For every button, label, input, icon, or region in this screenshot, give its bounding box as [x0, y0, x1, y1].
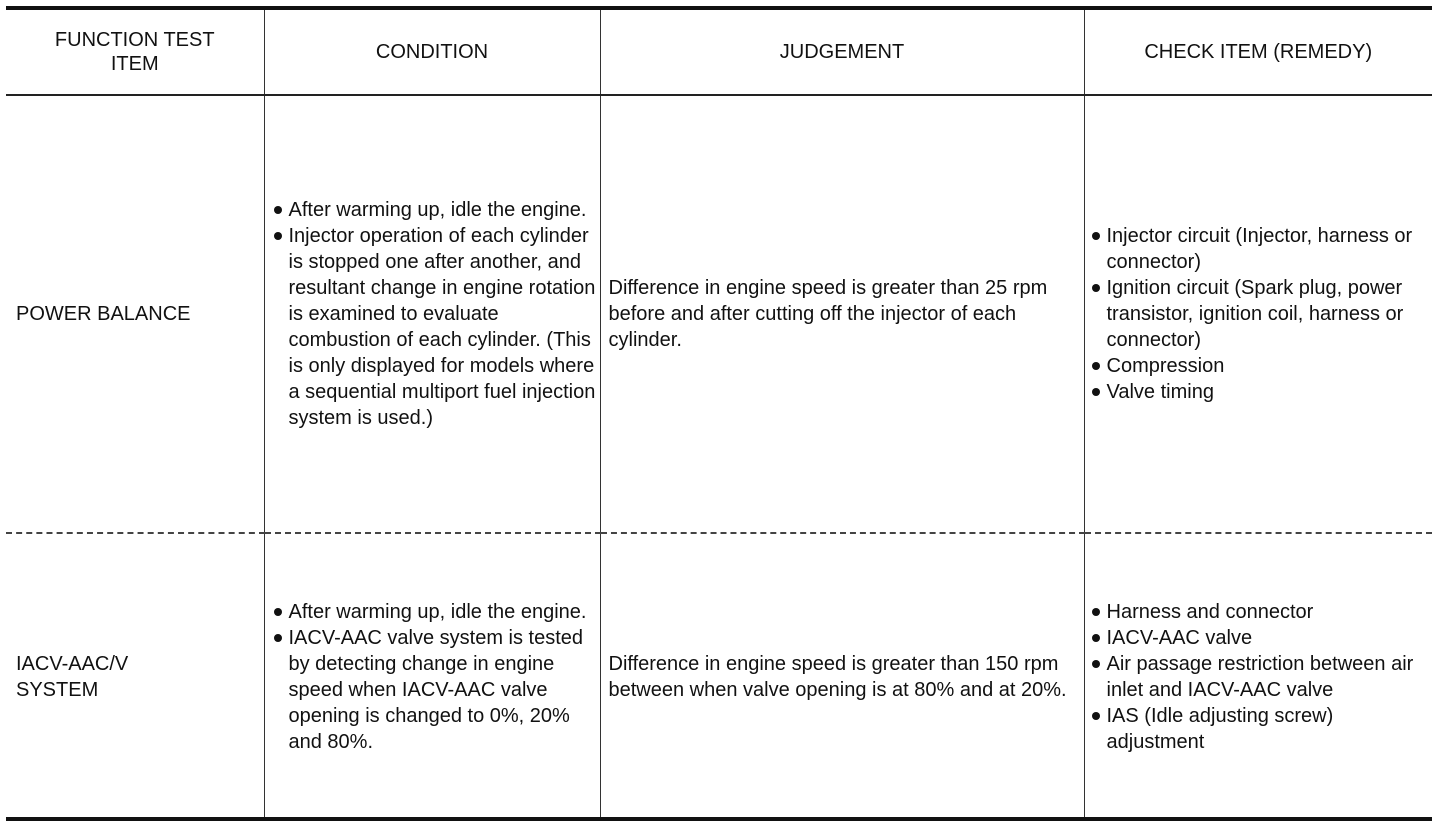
item-label-line2: SYSTEM: [16, 678, 99, 701]
bullet-icon: [1092, 284, 1100, 292]
condition-text: After warming up, idle the engine.: [288, 600, 587, 623]
bullet-icon: [1092, 634, 1100, 642]
check-item: [1089, 599, 1429, 625]
item-cell: [6, 95, 264, 533]
condition-list: [271, 197, 596, 431]
check-item: [1089, 703, 1429, 755]
item-label-line1: IACV-AAC/V: [16, 652, 129, 675]
check-item-text: Harness and connector: [1106, 600, 1314, 623]
condition-list: [271, 599, 596, 755]
table-row-iacv-aac-system: [6, 533, 1432, 819]
condition-item: [271, 223, 596, 431]
check-item: [1089, 275, 1429, 353]
function-test-table: [6, 10, 1432, 819]
bullet-icon: [1092, 660, 1100, 668]
judgement-cell: [600, 95, 1084, 533]
check-item-list: [1089, 223, 1429, 405]
condition-item: [271, 599, 596, 625]
header-row: [6, 10, 1432, 95]
check-item: [1089, 651, 1429, 703]
check-item-text: Compression: [1106, 355, 1225, 377]
bullet-icon: [274, 634, 282, 642]
check-item-text: Air passage restriction between air inlet and IACV-AAC valve: [1106, 652, 1414, 701]
header-function-test-item-line2: ITEM: [110, 53, 159, 75]
condition-text: Injector operation of each cylinder is stopped one after another, and resultant change in engine rotation is examined to evaluate combustion of each cylinder. (This is only displayed for models where a sequential multiport fuel injection system is used.): [288, 225, 596, 429]
condition-item: [271, 197, 596, 223]
judgement-text: Difference in engine speed is greater than 25 rpm before and after cutting off the injector of each cylinder.: [608, 277, 1048, 351]
check-item-text: IAS (Idle adjusting screw) adjustment: [1106, 704, 1334, 753]
bullet-icon: [1092, 608, 1100, 616]
header-function-test-item-line1: FUNCTION TEST: [54, 29, 215, 51]
judgement-text: Difference in engine speed is greater than 150 rpm between when valve opening is at 80% and at 20%.: [608, 652, 1067, 701]
check-item-text: Ignition circuit (Spark plug, power transistor, ignition coil, harness or connector): [1106, 277, 1404, 351]
condition-item: [271, 625, 596, 755]
check-item-list: [1089, 599, 1429, 755]
check-item: [1089, 625, 1429, 651]
check-item: [1089, 223, 1429, 275]
check-item-cell: [1084, 533, 1432, 819]
bottom-rule: [6, 817, 1432, 821]
check-item: [1089, 379, 1429, 405]
check-item-text: Injector circuit (Injector, harness or connector): [1106, 225, 1413, 273]
function-test-sheet: [6, 6, 1432, 821]
bullet-icon: [1092, 712, 1100, 720]
condition-cell: [264, 95, 600, 533]
bullet-icon: [274, 232, 282, 240]
check-item-cell: [1084, 95, 1432, 533]
condition-text: IACV-AAC valve system is tested by detecting change in engine speed when IACV-AAC valve opening is changed to 0%, 20% and 80%.: [288, 626, 584, 753]
header-function-test-item: [6, 10, 264, 95]
bullet-icon: [1092, 362, 1100, 370]
bullet-icon: [1092, 388, 1100, 396]
condition-text: After warming up, idle the engine.: [288, 199, 587, 221]
judgement-cell: [600, 533, 1084, 819]
table-row-power-balance: [6, 95, 1432, 533]
header-condition: CONDITION: [264, 10, 600, 95]
header-judgement: JUDGEMENT: [600, 10, 1084, 95]
check-item-text: Valve timing: [1106, 381, 1214, 403]
condition-cell: [264, 533, 600, 819]
bullet-icon: [274, 608, 282, 616]
check-item: [1089, 353, 1429, 379]
header-check-item: CHECK ITEM (REMEDY): [1084, 10, 1432, 95]
item-cell: [6, 533, 264, 819]
item-label: POWER BALANCE: [16, 303, 191, 325]
check-item-text: IACV-AAC valve: [1106, 626, 1253, 649]
bullet-icon: [274, 206, 282, 214]
bullet-icon: [1092, 232, 1100, 240]
